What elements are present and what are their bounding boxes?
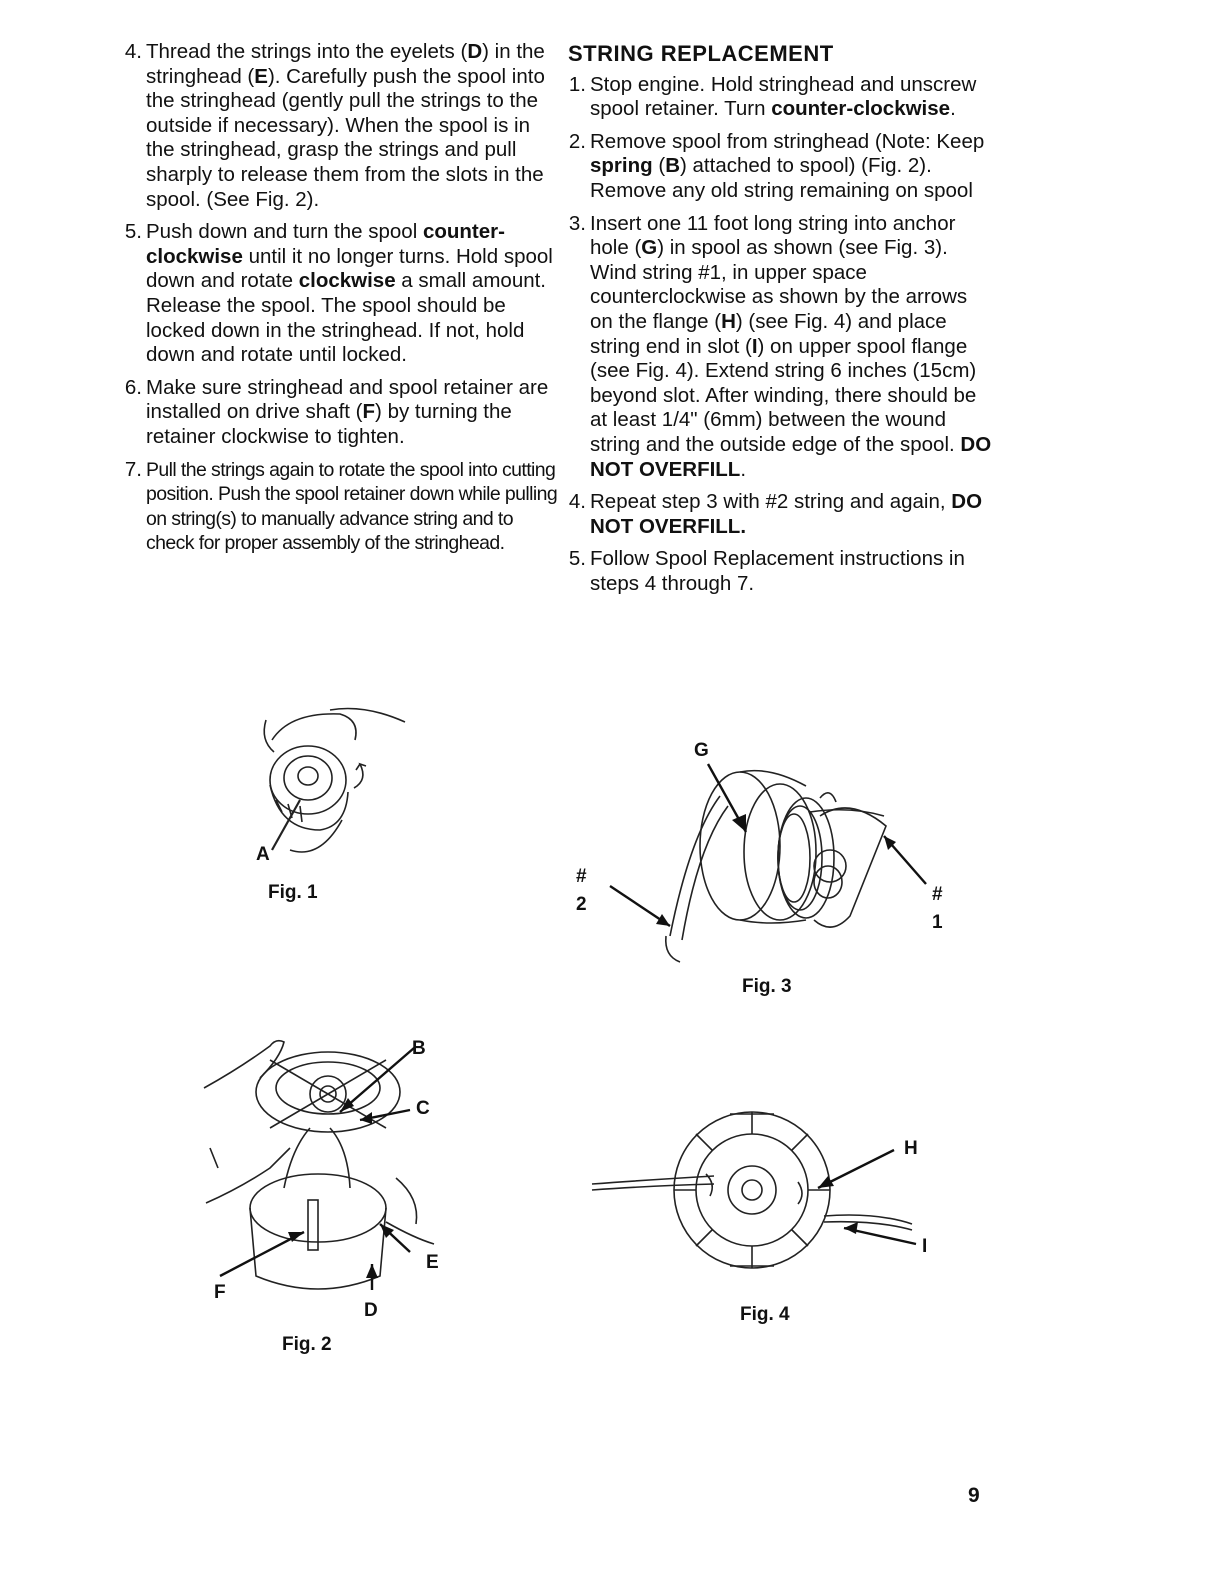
list-item [562,490,992,539]
fig2-label-f: F [214,1282,226,1303]
list-item [562,212,992,483]
emphasis-text: I [751,334,758,358]
text-run: a small amount. Release the spool. The spool should be locked down in the stringhead. If not, hold down and rotate until locked. [146,269,547,367]
fig4-label-i: I [922,1236,928,1257]
step-number: 1. [568,72,586,96]
fig3-caption: Fig. 3 [742,976,792,997]
fig4-label-h: H [904,1138,918,1159]
fig2-label-d: D [364,1300,378,1321]
figure-4 [586,1104,936,1325]
text-run: Stop engine. Hold stringhead and unscrew spool retainer. Turn [590,72,977,121]
list-item [562,547,992,596]
step-number: 3. [568,211,586,235]
right-column [562,40,992,604]
text-run: Remove spool from stringhead (Note: Keep [590,129,985,153]
text-run: ) attached to spool) (Fig. 2). Remove any old string remaining on spool [590,154,973,202]
emphasis-text: E [254,64,268,88]
text-run: ) in spool as shown (see Fig. 3). Wind string #1, in upper space counterclockwise as shown by the arrows on the flange ( [590,236,968,333]
fig2-label-b: B [412,1038,426,1059]
text-run: . [950,97,956,121]
emphasis-text: B [665,154,680,178]
emphasis-text: D [467,40,483,63]
step-text [590,130,992,204]
text-run: ) (see Fig. 4) and place string end in slot ( [590,309,947,358]
step-number: 6. [124,375,142,399]
text-run: Make sure stringhead and spool retainer are installed on drive shaft ( [146,375,549,424]
text-run: ) in the stringhead ( [146,40,545,88]
section-heading: STRING REPLACEMENT [568,41,834,66]
fig2-caption: Fig. 2 [282,1334,332,1355]
step-number: 5. [568,547,586,571]
text-run: Repeat step 3 with #2 string and again, [590,490,952,514]
step-number: 4. [568,490,586,514]
emphasis-text: counter-clockwise [771,97,951,121]
fig4-caption: Fig. 4 [740,1304,790,1325]
step-text [590,73,992,122]
page-number: 9 [968,1484,980,1507]
text-run: Thread the strings into the eyelets ( [146,40,468,63]
fig1-illustration [250,700,420,870]
text-run: . [740,457,747,481]
emphasis-text: DO NOT OVERFILL [590,432,992,481]
text-run: ) by turning the retainer clockwise to tighten. [146,400,512,448]
step-number: 5. [124,220,142,244]
text-run: ). Carefully push the spool into the stringhead (gently pull the strings to the outside if necessary). When the spool is in the stringhead, grasp the strings and pull sharply to release them from the slots in the spool. (See Fig. 2). [146,64,545,211]
left-column [118,40,558,564]
step-number: 4. [124,40,142,63]
emphasis-text: spring [590,154,653,178]
step-text [590,212,992,483]
figure-1 [250,700,420,903]
text-run: Push down and turn the spool [146,220,423,244]
text-run: ( [652,154,666,178]
fig3-label-2-num: 2 [576,894,587,915]
fig3-label-2-hash: # [576,866,587,887]
fig3-label-g: G [694,740,709,761]
text-run: ) on upper spool flange (see Fig. 4). Extend string 6 inches (15cm) beyond slot. After winding, there should be at least 1/4" (6mm) between the wound string and the outside edge of the spool. [590,334,977,456]
spool-replacement-steps [118,40,558,556]
figure-2 [200,1028,450,1355]
step-text [590,547,992,596]
fig2-label-e: E [426,1252,439,1273]
step-text [590,490,992,539]
fig2-label-c: C [416,1098,430,1119]
emphasis-text: G [641,236,658,260]
text-run: Insert one 11 foot long string into anchor hole ( [590,211,956,260]
fig4-illustration [586,1104,936,1294]
figure-3 [570,736,960,997]
string-replacement-steps [562,73,992,597]
emphasis-text: F [362,400,376,424]
fig1-caption: Fig. 1 [268,882,318,903]
fig3-label-1-hash: # [932,884,943,905]
step-text [146,458,558,556]
emphasis-text: DO NOT OVERFILL. [590,490,983,538]
text-run: Pull the strings again to rotate the spool into cutting position. Push the spool retainer down while pulling on string(s) to manually advance string and to check for proper assembly of the stringhead. [146,458,558,555]
step-text [146,376,558,450]
step-number: 7. [124,457,142,481]
step-number: 2. [568,129,586,153]
text-run: Follow Spool Replacement instructions in steps 4 through 7. [590,547,965,595]
emphasis-text: counter-clockwise [146,220,505,268]
step-text [146,220,558,368]
list-item [562,130,992,204]
fig3-label-1-num: 1 [932,912,943,933]
emphasis-text: H [721,309,736,333]
fig1-label-a: A [256,844,270,865]
fig2-illustration [200,1028,450,1318]
emphasis-text: clockwise [298,269,396,293]
list-item [118,220,558,368]
text-run: until it no longer turns. Hold spool down and rotate [146,244,553,293]
step-text [146,40,558,212]
list-item [562,73,992,122]
list-item [118,40,558,212]
list-item [118,458,558,556]
fig3-illustration [570,736,960,966]
list-item [118,376,558,450]
